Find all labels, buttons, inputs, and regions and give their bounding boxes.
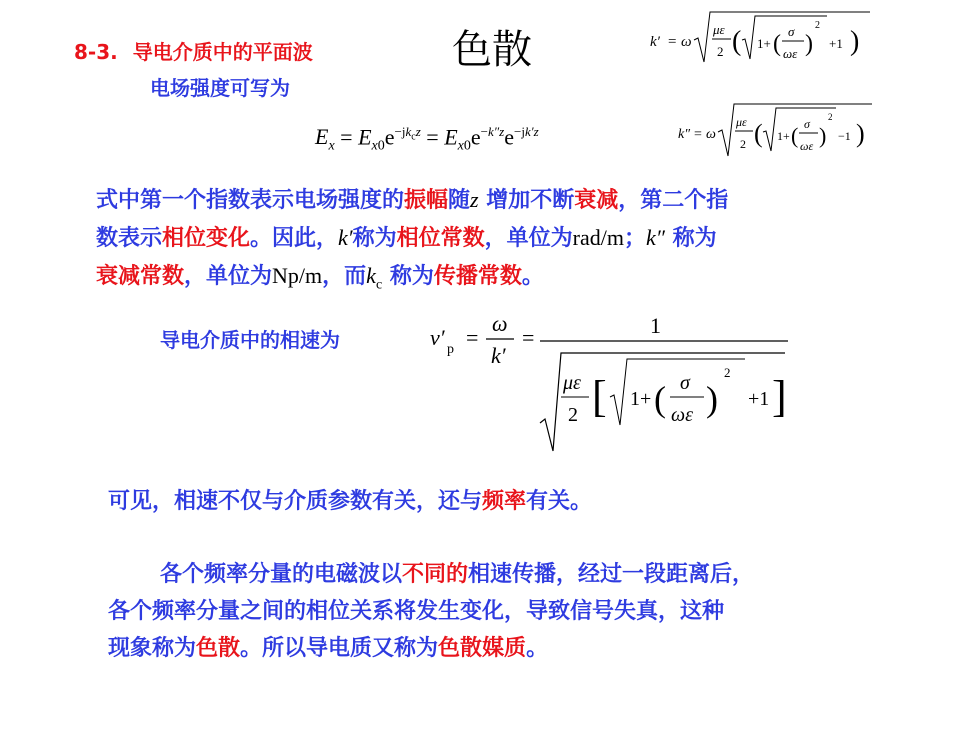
svg-text:): )	[819, 123, 827, 148]
svg-text:2: 2	[724, 365, 731, 380]
svg-text:): )	[850, 26, 860, 57]
svg-text:(: (	[654, 379, 666, 419]
paragraph-1-line-3: 衰减常数，单位为Np/m，而$k_c$ 称为传播常数。	[96, 263, 544, 293]
svg-text:ω: ω	[706, 127, 716, 142]
svg-text:+1: +1	[748, 388, 770, 410]
svg-text:ωε: ωε	[783, 46, 798, 61]
svg-text:=: =	[522, 325, 535, 350]
svg-text:με: με	[563, 372, 581, 394]
svg-text:=: =	[694, 127, 702, 142]
section-title: 导电介质中的平面波	[132, 40, 313, 64]
svg-text:2: 2	[568, 404, 578, 426]
formula-k-double-prime	[668, 100, 878, 164]
paragraph-2	[108, 556, 754, 667]
paragraph-1	[96, 181, 728, 303]
svg-text:με: με	[736, 115, 747, 129]
svg-text:+1: +1	[829, 36, 843, 51]
formula-ex: $E_x = E_{x0}e^{-jk_cz} = E_{x0}e^{-k''z}e^{-jk'z}$	[315, 124, 539, 154]
svg-text:k′: k′	[491, 343, 506, 368]
svg-text:k′: k′	[650, 34, 660, 50]
svg-text:[: [	[592, 372, 607, 421]
paragraph-2-line-2: 各个频率分量之间的相位关系将发生变化，导致信号失真，这种	[108, 599, 725, 624]
svg-text:2: 2	[828, 112, 833, 122]
phase-velocity-label: 导电介质中的相速为	[160, 328, 340, 352]
formula-vp	[400, 305, 795, 455]
svg-text:1+: 1+	[777, 129, 790, 143]
svg-text:ω: ω	[681, 34, 692, 50]
svg-text:ω: ω	[492, 311, 508, 336]
svg-text:=: =	[466, 325, 479, 350]
paragraph-2-line-3: 现象称为色散。所以导电质又称为色散媒质。	[108, 636, 549, 661]
svg-text:2: 2	[815, 20, 820, 31]
svg-text:(: (	[773, 31, 781, 57]
svg-text:v′: v′	[430, 325, 445, 350]
conclusion: 可见，相速不仅与介质参数有关，还与频率有关。	[108, 489, 593, 514]
svg-text:k″: k″	[678, 127, 691, 142]
svg-text:σ: σ	[804, 117, 810, 131]
svg-text:ωε: ωε	[671, 404, 694, 426]
svg-text:1+: 1+	[757, 36, 771, 51]
paragraph-1-line-2: 数表示相位变化。因此，k′称为相位常数，单位为rad/m；k″ 称为	[96, 225, 717, 251]
paragraph-1-line-1: 式中第一个指数表示电场强度的振幅随z 增加不断衰减，第二个指	[96, 187, 729, 213]
svg-text:σ: σ	[680, 372, 690, 394]
svg-text:]: ]	[772, 372, 787, 421]
svg-text:2: 2	[717, 44, 724, 59]
svg-text:=: =	[668, 34, 677, 50]
svg-text:(: (	[754, 119, 763, 148]
svg-text:): )	[805, 31, 813, 57]
section-number: 8-3.	[74, 40, 118, 64]
section-subtitle: 电场强度可写为	[150, 76, 290, 100]
svg-text:(: (	[732, 26, 742, 57]
svg-text:): )	[856, 119, 865, 148]
svg-text:1: 1	[650, 313, 661, 338]
svg-text:σ: σ	[788, 24, 795, 39]
main-title: 色散	[452, 27, 532, 73]
formula-k-prime	[632, 6, 877, 70]
svg-text:ωε: ωε	[800, 139, 814, 153]
svg-text:2: 2	[740, 137, 746, 151]
svg-text:(: (	[791, 123, 799, 148]
svg-text:p: p	[447, 342, 454, 357]
section-heading	[74, 36, 313, 65]
svg-text:−1: −1	[838, 129, 851, 143]
svg-text:): )	[706, 379, 718, 419]
svg-text:με: με	[713, 22, 725, 37]
svg-text:1+: 1+	[630, 388, 652, 410]
paragraph-2-line-1: 各个频率分量的电磁波以不同的相速传播，经过一段距离后，	[160, 562, 755, 587]
